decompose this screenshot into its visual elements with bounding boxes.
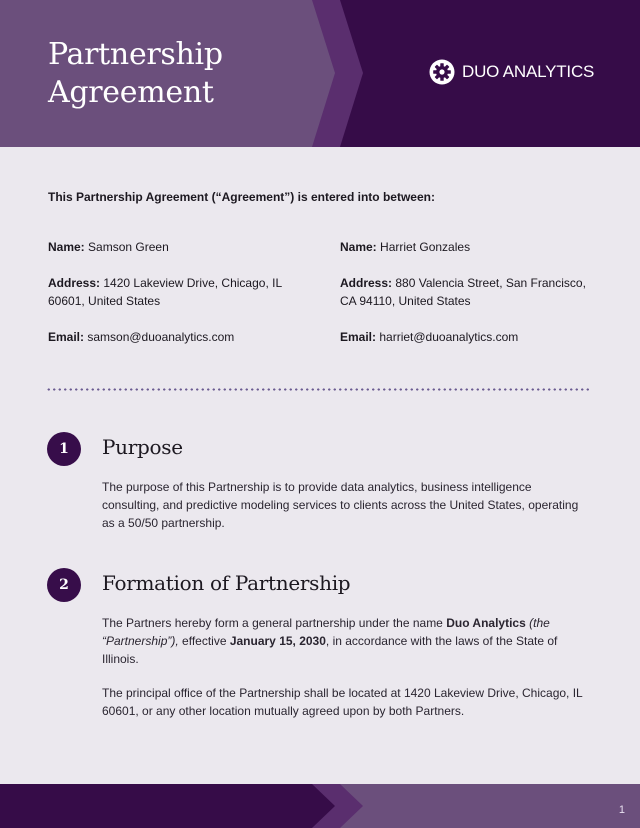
section-paragraph: The Partners hereby form a general partnership under the name Duo Analytics (the “Partnership”), effective January 15, 2030, in accordance with the laws of the State of Illinois.	[102, 616, 558, 666]
gear-icon	[429, 59, 455, 85]
partner-2-email: Email: harriet@duoanalytics.com	[340, 330, 519, 344]
page-number: 1	[618, 804, 625, 816]
footer-chevron-graphic	[0, 784, 640, 828]
partner-1-email: Email: samson@duoanalytics.com	[48, 330, 235, 344]
partnership-name: Duo Analytics	[446, 616, 526, 630]
brand-name: DUO ANALYTICS	[462, 62, 595, 81]
effective-date: January 15, 2030	[229, 634, 326, 648]
partner-1-details	[48, 238, 298, 364]
partner-2-details	[340, 238, 590, 364]
section-title: Purpose	[102, 435, 183, 459]
section-body	[102, 614, 592, 736]
footer-banner	[0, 784, 640, 828]
partner-1-address: Address: 1420 Lakeview Drive, Chicago, IL 60601, United States	[48, 276, 282, 308]
title-line-1: Partnership	[48, 37, 223, 72]
section-number-badge: 2	[47, 568, 81, 602]
partner-1-name: Name: Samson Green	[48, 240, 169, 254]
section-number-badge: 1	[47, 432, 81, 466]
section-paragraph: The principal office of the Partnership shall be located at 1420 Lakeview Drive, Chicago, IL 60601, or any other location mutually agreed upon by both Partners.	[102, 686, 583, 718]
page-title	[48, 36, 223, 112]
section-body	[102, 478, 592, 548]
intro-statement: This Partnership Agreement (“Agreement”) is entered into between:	[48, 190, 435, 204]
title-line-2: Agreement	[48, 75, 214, 110]
partner-2-name: Name: Harriet Gonzales	[340, 240, 471, 254]
partner-2-address: Address: 880 Valencia Street, San Francisco, CA 94110, United States	[340, 276, 586, 308]
section-paragraph: The purpose of this Partnership is to provide data analytics, business intelligence consulting, and predictive modeling services to clients across the United States, operating as a 50/50 partnership.	[102, 480, 579, 530]
header-banner	[0, 0, 640, 147]
dotted-divider	[46, 388, 592, 391]
section-title: Formation of Partnership	[102, 571, 351, 595]
brand-logo	[429, 59, 594, 85]
